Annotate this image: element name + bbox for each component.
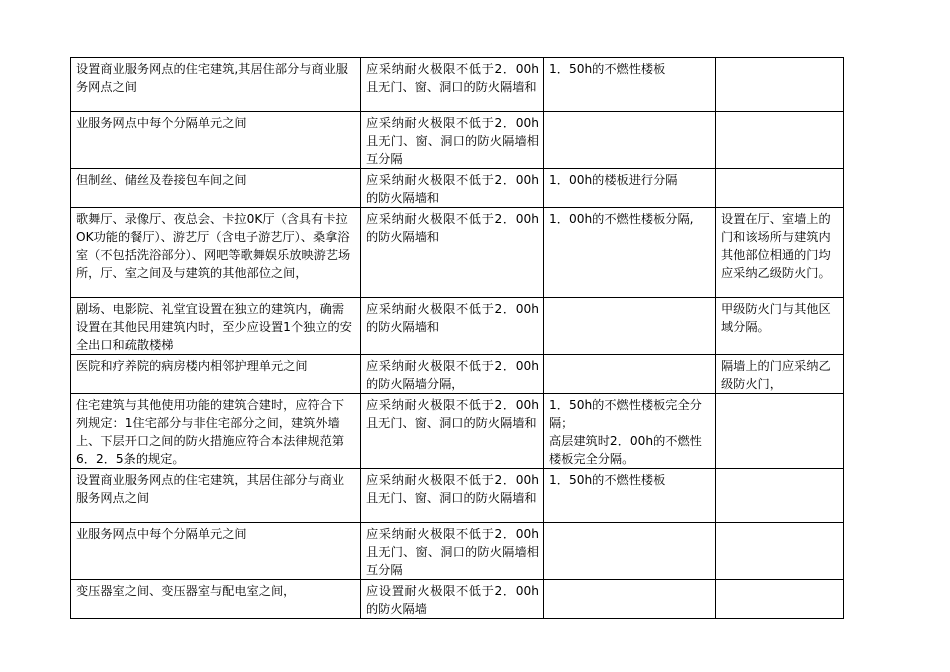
floor-cell	[544, 355, 716, 394]
table-row	[71, 169, 844, 208]
table-row	[71, 112, 844, 169]
table-row	[71, 523, 844, 580]
table-row	[71, 298, 844, 355]
requirement-cell: 剧场、电影院、礼堂宜设置在独立的建筑内，确需设置在其他民用建筑内时，至少应设置1个独立的安全出口和疏散楼梯	[71, 298, 361, 355]
requirement-cell: 业服务网点中每个分隔单元之间	[71, 112, 361, 169]
fire-separation-table	[70, 57, 844, 619]
requirement-cell: 住宅建筑与其他使用功能的建筑合建时，应符合下列规定：1住宅部分与非住宅部分之间，建筑外墙上、下层开口之间的防火措施应符合本法律规范第6．2．5条的规定。	[71, 394, 361, 469]
note-cell: 设置在厅、室墙上的门和该场所与建筑内其他部位相通的门均应采纳乙级防火门。	[716, 208, 844, 298]
floor-cell	[544, 112, 716, 169]
table-row	[71, 58, 844, 112]
wall-cell: 应设置耐火极限不低于2．00h的防火隔墙	[361, 580, 544, 619]
note-cell	[716, 58, 844, 112]
note-cell: 甲级防火门与其他区域分隔。	[716, 298, 844, 355]
wall-cell: 应采纳耐火极限不低于2．00h且无门、窗、洞口的防火隔墙和	[361, 394, 544, 469]
floor-cell: 1．50h的不燃性楼板完全分隔； 高层建筑时2．00h的不燃性楼板完全分隔。	[544, 394, 716, 469]
wall-cell: 应采纳耐火极限不低于2．00h且无门、窗、洞口的防火隔墙相互分隔	[361, 523, 544, 580]
note-cell: 隔墙上的门应采纳乙级防火门，	[716, 355, 844, 394]
wall-cell: 应采纳耐火极限不低于2．00h的防火隔墙分隔，	[361, 355, 544, 394]
table-row	[71, 580, 844, 619]
wall-cell: 应采纳耐火极限不低于2．00h的防火隔墙和	[361, 208, 544, 298]
floor-cell: 1．50h的不燃性楼板	[544, 469, 716, 523]
note-cell	[716, 580, 844, 619]
floor-cell: 1．50h的不燃性楼板	[544, 58, 716, 112]
floor-cell: 1．00h的不燃性楼板分隔,	[544, 208, 716, 298]
table-row	[71, 469, 844, 523]
requirement-cell: 歌舞厅、录像厅、夜总会、卡拉0K厅（含具有卡拉OK功能的餐厅）、游艺厅（含电子游艺厅）、桑拿浴室（不包括洗浴部分）、网吧等歌舞娱乐放映游艺场所，厅、室之间及与建筑的其他部位之间，	[71, 208, 361, 298]
floor-cell: 1．00h的楼板进行分隔	[544, 169, 716, 208]
wall-cell: 应采纳耐火极限不低于2．00h且无门、窗、洞口的防火隔墙相互分隔	[361, 112, 544, 169]
floor-cell	[544, 298, 716, 355]
note-cell	[716, 394, 844, 469]
note-cell	[716, 169, 844, 208]
requirement-cell: 设置商业服务网点的住宅建筑,其居住部分与商业服务网点之间	[71, 58, 361, 112]
wall-cell: 应采纳耐火极限不低于2．00h且无门、窗、洞口的防火隔墙和	[361, 58, 544, 112]
table-row	[71, 394, 844, 469]
requirement-cell: 变压器室之间、变压器室与配电室之间，	[71, 580, 361, 619]
table-row	[71, 208, 844, 298]
floor-cell	[544, 580, 716, 619]
wall-cell: 应采纳耐火极限不低于2．00h的防火隔墙和	[361, 298, 544, 355]
requirement-cell: 业服务网点中每个分隔单元之间	[71, 523, 361, 580]
note-cell	[716, 523, 844, 580]
requirement-cell: 医院和疗养院的病房楼内相邻护理单元之间	[71, 355, 361, 394]
requirement-cell: 设置商业服务网点的住宅建筑，其居住部分与商业服务网点之间	[71, 469, 361, 523]
floor-cell	[544, 523, 716, 580]
wall-cell: 应采纳耐火极限不低于2．00h的防火隔墙和	[361, 169, 544, 208]
note-cell	[716, 469, 844, 523]
wall-cell: 应采纳耐火极限不低于2．00h且无门、窗、洞口的防火隔墙和	[361, 469, 544, 523]
table-row	[71, 355, 844, 394]
requirement-cell: 但制丝、储丝及卷接包车间之间	[71, 169, 361, 208]
note-cell	[716, 112, 844, 169]
